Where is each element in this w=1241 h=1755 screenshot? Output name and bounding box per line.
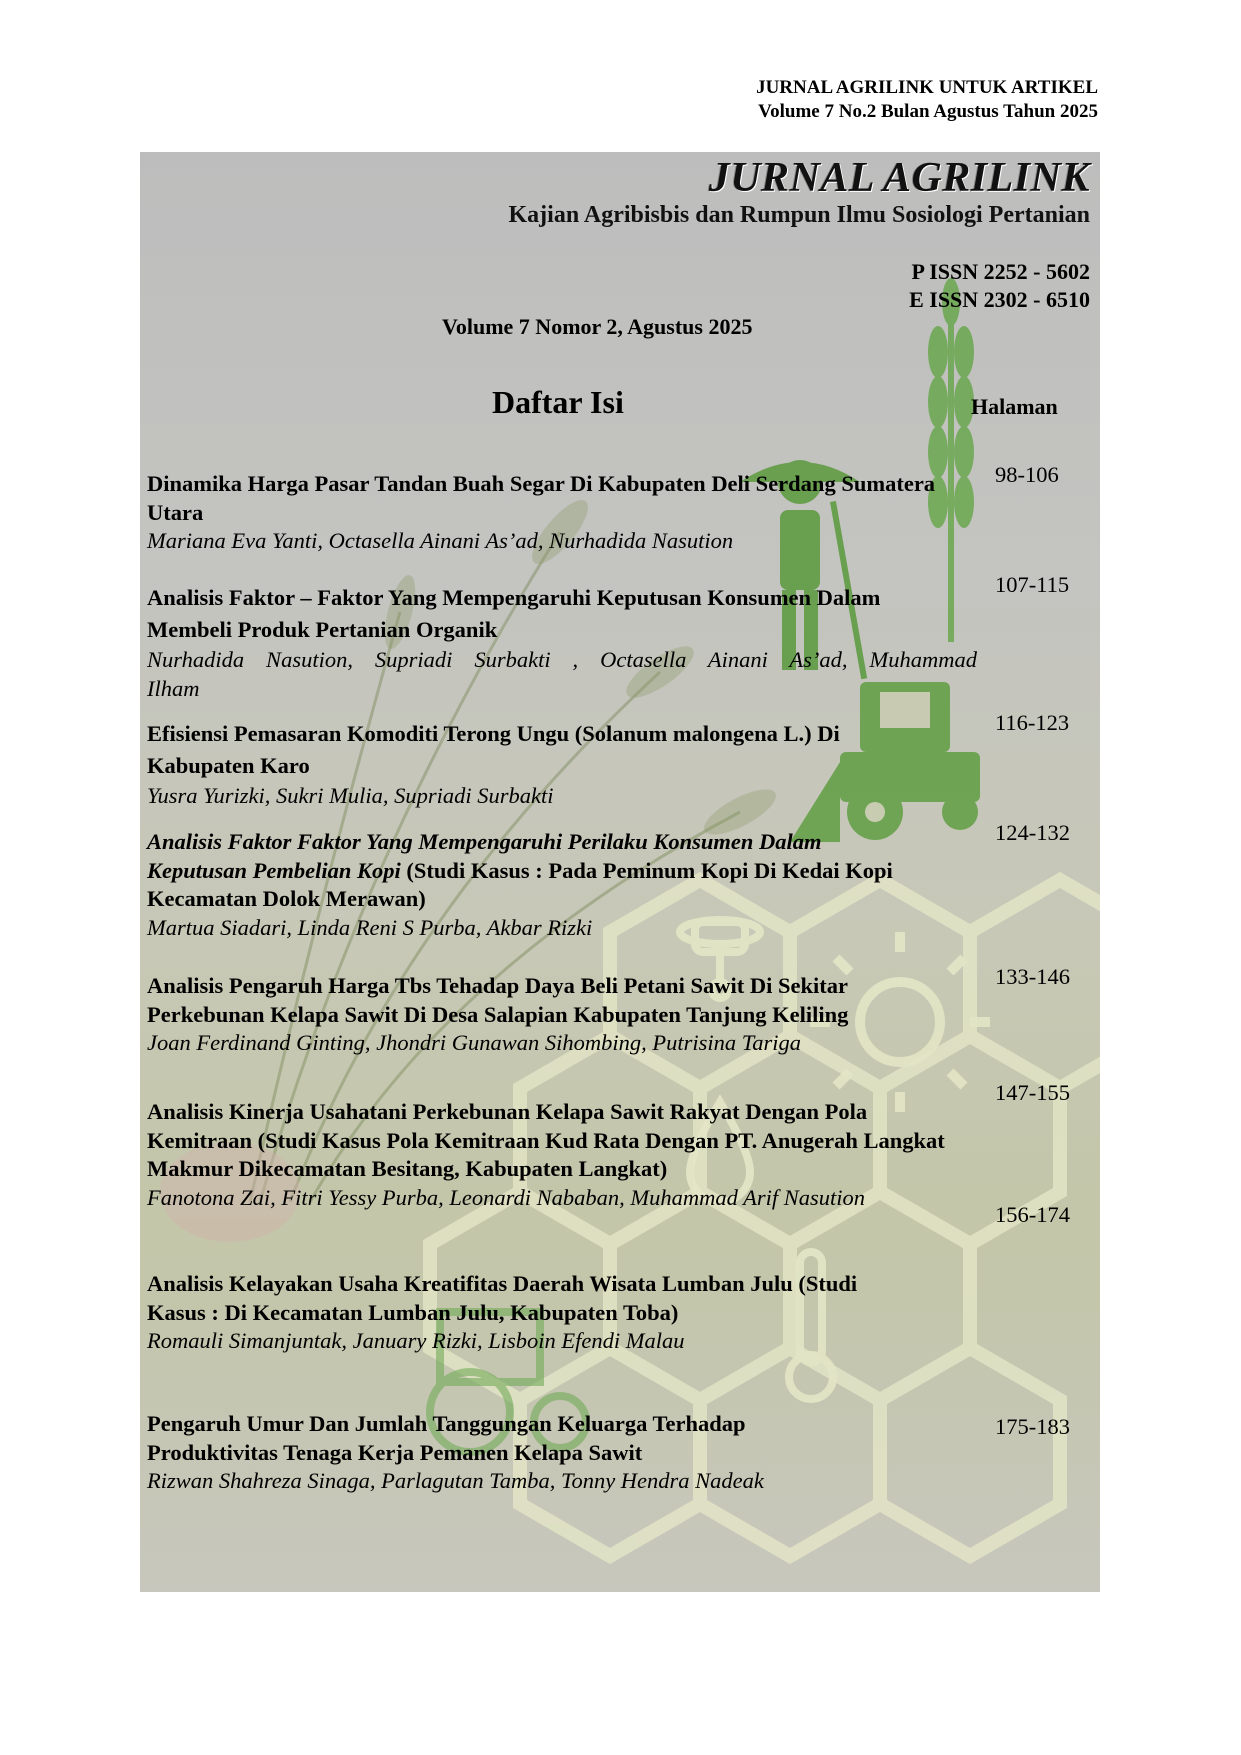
page-range: 116-123 xyxy=(995,710,1070,735)
article-title-italic: Analisis Faktor Faktor Yang Mempengaruhi Perilaku Konsumen Dalam Keputusan Pembelian Kopi xyxy=(147,829,822,883)
page-range: 107-115 xyxy=(995,572,1070,597)
article-title-rest: (Studi Kasus : Pada Peminum Kopi Di Kedai Kopi Kecamatan Dolok Merawan) xyxy=(147,857,893,911)
pages-heading: Halaman xyxy=(971,394,1058,419)
article-authors-line1: Nurhadida Nasution, Supriadi Surbakti , Octasella Ainani As’ad, Muhammad xyxy=(147,647,977,672)
article-authors: Joan Ferdinand Ginting, Jhondri Gunawan Sihombing, Putrisina Tariga xyxy=(147,1030,801,1055)
journal-title: JURNAL AGRILINK xyxy=(708,155,1090,201)
page-range: 133-146 xyxy=(995,964,1070,989)
article-authors: Martua Siadari, Linda Reni S Purba, Akbar Rizki xyxy=(147,914,593,940)
toc-entry xyxy=(147,582,977,703)
article-authors-line2: Ilham xyxy=(147,675,200,701)
page-range: 124-132 xyxy=(995,820,1070,845)
article-title-line1: Efisiensi Pemasaran Komoditi Terong Ungu (Solanum malongena L.) Di xyxy=(147,721,840,746)
article-title-line1: Analisis Faktor – Faktor Yang Mempengaruhi Keputusan Konsumen Dalam xyxy=(147,585,881,610)
page-range: 156-174 xyxy=(995,1202,1070,1227)
article-title: Analisis Pengaruh Harga Tbs Tehadap Daya Beli Petani Sawit Di Sekitar Perkebunan Kelapa Sawit Di Desa Salapian Kabupaten Tanjung Keliling xyxy=(147,973,849,1027)
article-title-line2: Kabupaten Karo xyxy=(147,753,310,778)
article-title: Pengaruh Umur Dan Jumlah Tanggungan Keluarga Terhadap Produktivitas Tenaga Kerja Pemanen Kelapa Sawit xyxy=(147,1411,746,1465)
article-title: Analisis Kelayakan Usaha Kreatifitas Daerah Wisata Lumban Julu (Studi Kasus : Di Kecamatan Lumban Julu, Kabupaten Toba) xyxy=(147,1271,858,1325)
article-title-line2: Membeli Produk Pertanian Organik xyxy=(147,617,498,642)
page-range: 98-106 xyxy=(995,462,1059,487)
article-title xyxy=(147,828,907,914)
article-title: Analisis Kinerja Usahatani Perkebunan Kelapa Sawit Rakyat Dengan Pola Kemitraan (Studi Kasus Pola Kemitraan Kud Rata Dengan PT. Anugerah Langkat Makmur Dikecamatan Besitang, Kabupaten Langkat) xyxy=(147,1099,945,1181)
page-range: 147-155 xyxy=(995,1080,1070,1105)
article-authors: Yusra Yurizki, Sukri Mulia, Supriadi Surbakti xyxy=(147,783,554,808)
toc-entry xyxy=(147,828,907,942)
toc-entry xyxy=(147,1270,907,1356)
toc-entry xyxy=(147,972,947,1058)
journal-subtitle: Kajian Agribisbis dan Rumpun Ilmu Sosiologi Pertanian xyxy=(508,202,1090,228)
running-head-line2: Volume 7 No.2 Bulan Agustus Tahun 2025 xyxy=(758,101,1098,122)
issn-block xyxy=(909,258,1090,314)
page-range: 175-183 xyxy=(995,1414,1070,1439)
article-title: Dinamika Harga Pasar Tandan Buah Segar Di Kabupaten Deli Serdang Sumatera Utara xyxy=(147,471,936,525)
volume-label: Volume 7 Nomor 2, Agustus 2025 xyxy=(442,314,753,339)
article-authors: Romauli Simanjuntak, January Rizki, Lisboin Efendi Malau xyxy=(147,1328,685,1353)
cover-panel xyxy=(140,152,1100,1592)
running-head-line1: JURNAL AGRILINK UNTUK ARTIKEL xyxy=(756,77,1098,98)
article-authors: Mariana Eva Yanti, Octasella Ainani As’ad, Nurhadida Nasution xyxy=(147,528,734,553)
toc-heading: Daftar Isi xyxy=(492,384,624,420)
article-authors: Rizwan Shahreza Sinaga, Parlagutan Tamba, Tonny Hendra Nadeak xyxy=(147,1468,764,1493)
p-issn: P ISSN 2252 - 5602 xyxy=(911,259,1090,284)
toc-entry xyxy=(147,1410,847,1496)
toc-entry xyxy=(147,718,977,811)
running-head xyxy=(756,76,1098,124)
toc-entry xyxy=(147,470,977,556)
e-issn: E ISSN 2302 - 6510 xyxy=(909,287,1090,312)
article-authors: Fanotona Zai, Fitri Yessy Purba, Leonardi Nababan, Muhammad Arif Nasution xyxy=(147,1184,865,1210)
toc-entry xyxy=(147,1098,962,1212)
